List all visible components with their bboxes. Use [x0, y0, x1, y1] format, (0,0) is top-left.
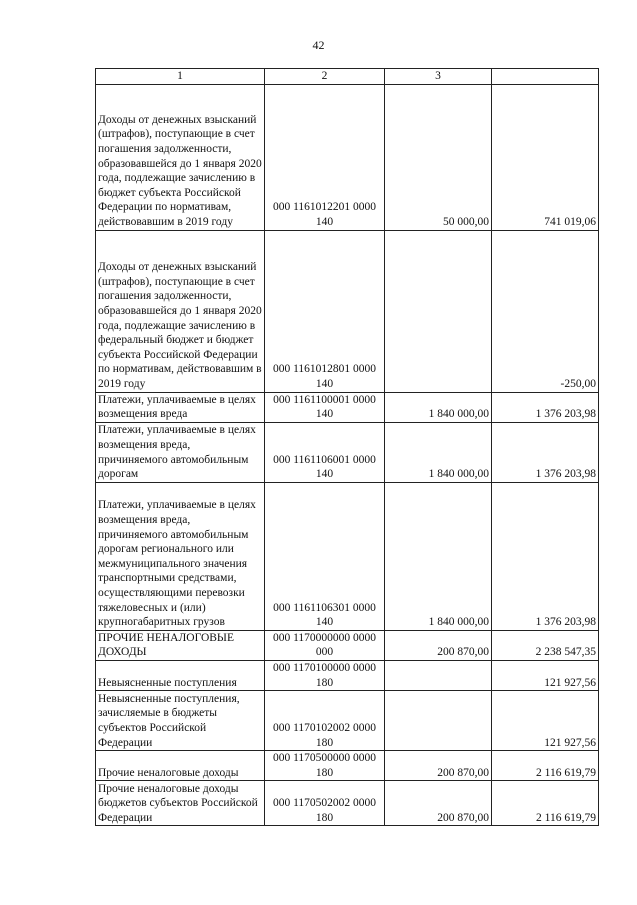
row-code-suffix: 140 [315, 378, 334, 390]
row-code-suffix: 000 [315, 646, 334, 659]
row-name: Невыясненные поступления [96, 660, 265, 690]
row-name: Платежи, уплачиваемые в целях возмещения вреда, причиняемого автомобильным дорогам регионального или межмуниципального значения транспортными средствами, осуществляющими перевозки тяжеловесных и (или) крупногабаритных грузов [96, 482, 265, 630]
row-code-suffix: 180 [315, 676, 334, 689]
table-row [96, 230, 599, 392]
row-name: Прочие неналоговые доходы бюджетов субъектов Российской Федерации [96, 781, 265, 826]
row-code-suffix: 180 [315, 811, 334, 824]
row-code-main: 000 1161100001 0000 [273, 393, 376, 406]
row-code-main: 000 1170000000 0000 [272, 631, 377, 644]
table-row [96, 781, 599, 826]
row-code-suffix: 180 [315, 766, 334, 779]
row-plan-value: 1 840 000,00 [385, 392, 492, 422]
row-fact-value: 1 376 203,98 [492, 422, 599, 482]
row-code [265, 781, 385, 826]
row-fact-value: 2 238 547,35 [492, 630, 599, 660]
row-plan-value [385, 691, 492, 751]
revenue-table [95, 68, 599, 826]
row-code [265, 392, 385, 422]
row-fact-value: 741 019,06 [492, 84, 599, 230]
column-header: 2 [265, 69, 385, 85]
row-code [265, 751, 385, 781]
row-fact-value: 1 376 203,98 [492, 392, 599, 422]
table-row [96, 422, 599, 482]
row-plan-value: 200 870,00 [385, 630, 492, 660]
column-header: 1 [96, 69, 265, 85]
row-code-main: 000 1170500000 0000 [272, 752, 377, 765]
row-fact-value: -250,00 [492, 230, 599, 392]
row-code-suffix: 180 [315, 736, 334, 749]
row-name: Невыясненные поступления, зачисляемые в бюджеты субъектов Российской Федерации [96, 691, 265, 751]
row-plan-value: 1 840 000,00 [385, 482, 492, 630]
row-code-suffix: 140 [315, 616, 334, 629]
row-code [265, 630, 385, 660]
row-code-suffix: 140 [315, 408, 334, 421]
row-code-main: 000 1170502002 0000 [272, 797, 377, 810]
table-row [96, 660, 599, 690]
row-code-main: 000 1161106001 0000 [273, 453, 376, 466]
table-header-row [96, 69, 599, 85]
table-row [96, 630, 599, 660]
page-number: 42 [312, 38, 325, 52]
table-row [96, 482, 599, 630]
row-fact-value: 2 116 619,79 [492, 781, 599, 826]
row-name: ПРОЧИЕ НЕНАЛОГОВЫЕ ДОХОДЫ [96, 630, 265, 660]
row-plan-value: 1 840 000,00 [385, 422, 492, 482]
table-row [96, 691, 599, 751]
row-name: Платежи, уплачиваемые в целях возмещения вреда, причиняемого автомобильным дорогам [96, 422, 265, 482]
row-fact-value: 121 927,56 [492, 660, 599, 690]
row-plan-value: 200 870,00 [385, 751, 492, 781]
table-row [96, 392, 599, 422]
row-code-main: 000 1161012201 0000 [272, 201, 377, 214]
row-code-main: 000 1170102002 0000 [272, 721, 377, 734]
table-row [96, 84, 599, 230]
row-name: Прочие неналоговые доходы [96, 751, 265, 781]
row-plan-value: 200 870,00 [385, 781, 492, 826]
row-code-suffix: 140 [315, 468, 334, 481]
row-plan-value [385, 660, 492, 690]
row-code [265, 230, 385, 392]
row-code [265, 422, 385, 482]
row-code-main: 000 1161106301 0000 [273, 601, 376, 614]
row-name: Платежи, уплачиваемые в целях возмещения вреда [96, 392, 265, 422]
row-fact-value: 121 927,56 [492, 691, 599, 751]
row-plan-value [385, 230, 492, 392]
row-code-main: 000 1161012801 0000 [272, 363, 377, 376]
row-name: Доходы от денежных взысканий (штрафов), поступающие в счет погашения задолженности, образовавшейся до 1 января 2020 года, подлежащие зачислению в бюджет субъекта Российской Федерации по нормативам, действовавшим в 2019 году [96, 84, 265, 230]
row-name: Доходы от денежных взысканий (штрафов), поступающие в счет погашения задолженности, образовавшейся до 1 января 2020 года, подлежащие зачислению в федеральный бюджет и бюджет субъекта Российской Федерации по нормативам, действовавшим в 2019 году [96, 230, 265, 392]
row-code [265, 84, 385, 230]
row-code-main: 000 1170100000 0000 [272, 661, 377, 674]
row-plan-value: 50 000,00 [385, 84, 492, 230]
column-header: 3 [385, 69, 492, 85]
table-row [96, 751, 599, 781]
column-header [492, 69, 599, 85]
row-code [265, 660, 385, 690]
row-fact-value: 2 116 619,79 [492, 751, 599, 781]
row-fact-value: 1 376 203,98 [492, 482, 599, 630]
row-code-suffix: 140 [315, 216, 334, 228]
row-code [265, 482, 385, 630]
row-code [265, 691, 385, 751]
